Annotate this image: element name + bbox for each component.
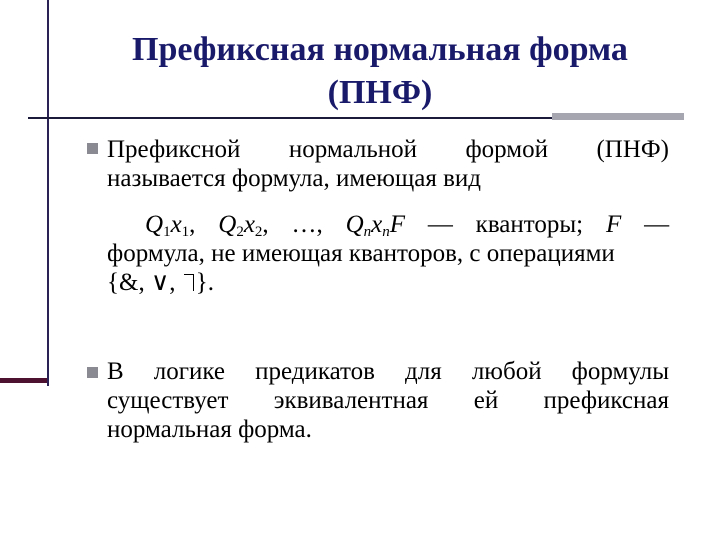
bullet-1-line2: называется формула, имеющая вид — [107, 165, 481, 192]
bullet-2-line3: нормальная форма. — [107, 416, 312, 443]
negation-icon — [184, 274, 194, 291]
bullet-2-line1: В логике предикатов для любой формулы — [107, 358, 669, 385]
slide-title — [60, 28, 700, 114]
bullet-1-line1: Префиксной нормальной формой (ПНФ) — [107, 136, 669, 163]
bullet-square-icon — [87, 367, 98, 378]
pnf-formula-definition — [107, 210, 669, 297]
left-accent-bar — [0, 378, 47, 383]
left-vertical-rule — [47, 0, 49, 386]
operations-set: {&, ∨, }. — [107, 269, 214, 296]
formula-description-line: формула, не имеющая кванторов, с операциями — [107, 240, 615, 267]
bullet-1-text — [107, 135, 669, 193]
slide-title-line2: (ПНФ) — [327, 74, 433, 111]
bullet-2-text — [107, 357, 669, 444]
bullet-2-line2: существует эквивалентная ей префиксная — [107, 387, 669, 414]
slide-title-line1: Префиксная нормальная форма — [132, 31, 628, 68]
formula-line: $Q_1x_1$, $Q_2x_2$, …, $Q_nx_nF$ — кванторы; F — — [145, 211, 670, 240]
title-underline-accent — [552, 113, 684, 120]
bullet-square-icon — [87, 143, 98, 154]
title-underline — [28, 117, 552, 119]
